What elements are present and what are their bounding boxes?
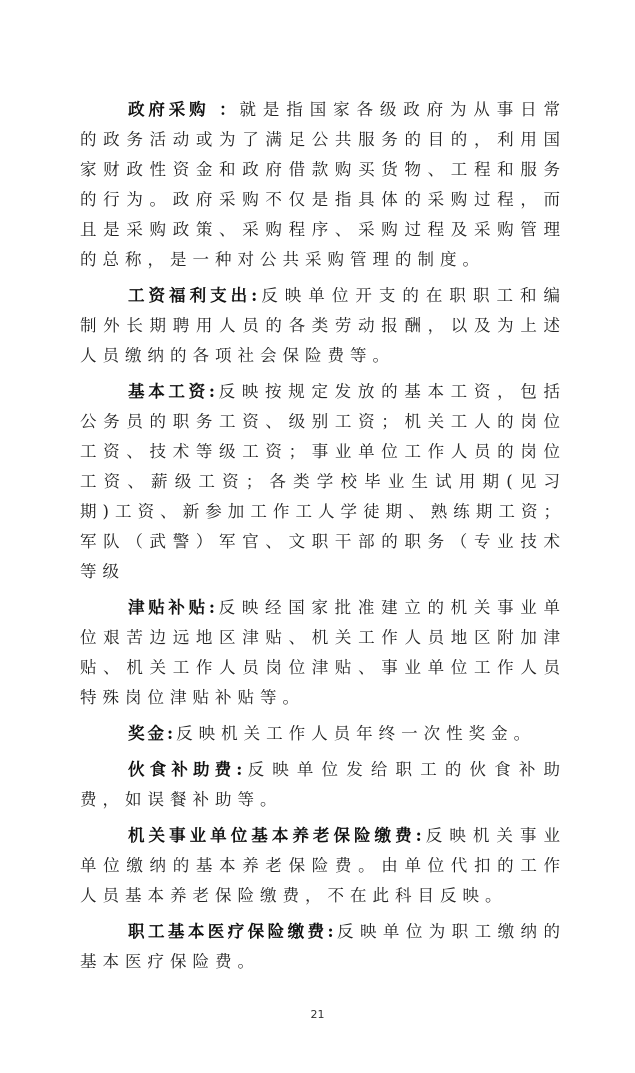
term: 工资福利支出: xyxy=(128,286,261,305)
definition: 就是指国家各级政府为从事日常的政务活动或为了满足公共服务的目的，利用国家财政性资金和政府借款购买货物、工程和服务的行为。政府采购不仅是指具体的采购过程，而且是采购政策、采购程序、采购过程及采购管理的总称，是一种对公共采购管理的制度。 xyxy=(80,100,567,269)
definition: 反映按规定发放的基本工资，包括公务员的职务工资、级别工资；机关工人的岗位工资、技术等级工资；事业单位工作人员的岗位工资、薪级工资；各类学校毕业生试用期(见习期)工资、新参加工作工人学徒期、熟练期工资；军队（武警）军官、文职干部的职务（专业技术等级 xyxy=(80,382,567,581)
paragraph-basic-wage xyxy=(80,377,566,587)
paragraph-government-procurement xyxy=(80,95,566,275)
term: 伙食补助费: xyxy=(128,760,246,779)
term: 职工基本医疗保险缴费: xyxy=(128,922,337,941)
definition: 反映单位为职工缴纳的基本医疗保险费。 xyxy=(80,922,566,971)
document-body xyxy=(80,95,566,983)
definition: 反映机关工作人员年终一次性奖金。 xyxy=(176,724,537,743)
page-number: 21 xyxy=(310,1008,325,1021)
definition: 反映经国家批准建立的机关事业单位艰苦边远地区津贴、机关工作人员地区附加津贴、机关工作人员岗位津贴、事业单位工作人员特殊岗位津贴补贴等。 xyxy=(80,598,567,707)
definition: 反映单位发给职工的伙食补助费，如误餐补助等。 xyxy=(80,760,567,809)
paragraph-wage-welfare xyxy=(80,281,566,371)
paragraph-bonus xyxy=(80,719,566,749)
paragraph-medical-insurance xyxy=(80,917,566,977)
term: 津贴补贴: xyxy=(128,598,218,617)
definition: 反映机关事业单位缴纳的基本养老保险费。由单位代扣的工作人员基本养老保险缴费，不在此科目反映。 xyxy=(80,826,567,905)
term: 机关事业单位基本养老保险缴费: xyxy=(128,826,425,845)
paragraph-meal-subsidy xyxy=(80,755,566,815)
definition: 反映单位开支的在职职工和编制外长期聘用人员的各类劳动报酬，以及为上述人员缴纳的各项社会保险费等。 xyxy=(80,286,567,365)
term: 基本工资: xyxy=(128,382,218,401)
paragraph-allowance xyxy=(80,593,566,713)
term: 奖金: xyxy=(128,724,177,743)
term: 政府采购 ： xyxy=(128,100,240,119)
